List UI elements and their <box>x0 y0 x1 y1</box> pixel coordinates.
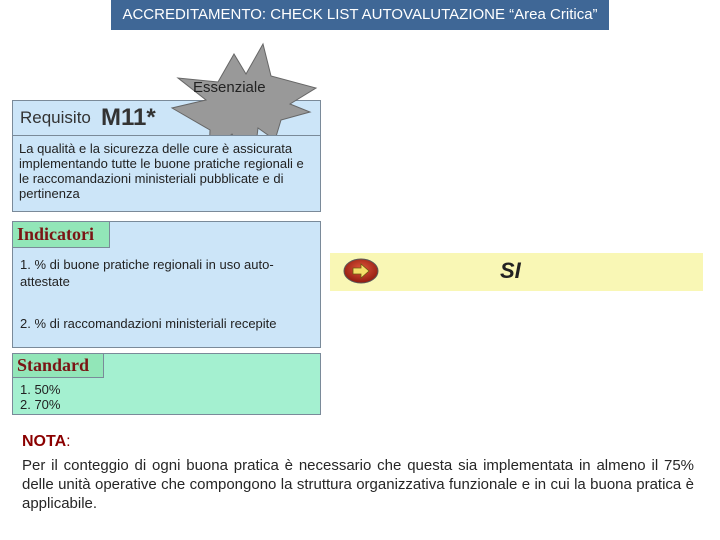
requisito-description: La qualità e la sicurezza delle cure è assicurata implementando tutte le buone pratiche regionali e le raccomandazioni ministeriali pubblicate e di pertinenza <box>12 135 321 212</box>
indicatori-heading: Indicatori <box>12 221 110 248</box>
arrow-right-icon[interactable] <box>343 258 379 284</box>
standard-item: 2. 70% <box>20 397 61 412</box>
essenziale-badge: Essenziale <box>193 79 266 96</box>
requisito-label: Requisito <box>20 108 91 127</box>
nota-colon: : <box>66 433 71 450</box>
nota-label: NOTA <box>22 433 67 450</box>
nota-text: Per il conteggio di ogni buona pratica è necessario che questa sia implementata in almeno il 75% delle unità operative che compongono la struttura organizzativa funzionale e in cui la buona pratica è applicabile. <box>22 457 694 512</box>
standard-item: 1. 50% <box>20 382 61 397</box>
indicatore-item: 1. % di buone pratiche regionali in uso auto-attestate <box>20 257 274 289</box>
answer-value: SI <box>500 258 521 283</box>
nota-heading <box>22 433 71 451</box>
indicatore-item: 2. % di raccomandazioni ministeriali recepite <box>20 316 277 331</box>
page-title: ACCREDITAMENTO: CHECK LIST AUTOVALUTAZIONE “Area Critica” <box>111 0 609 30</box>
standard-heading: Standard <box>12 353 104 378</box>
requisito-code: M11* <box>101 104 156 131</box>
